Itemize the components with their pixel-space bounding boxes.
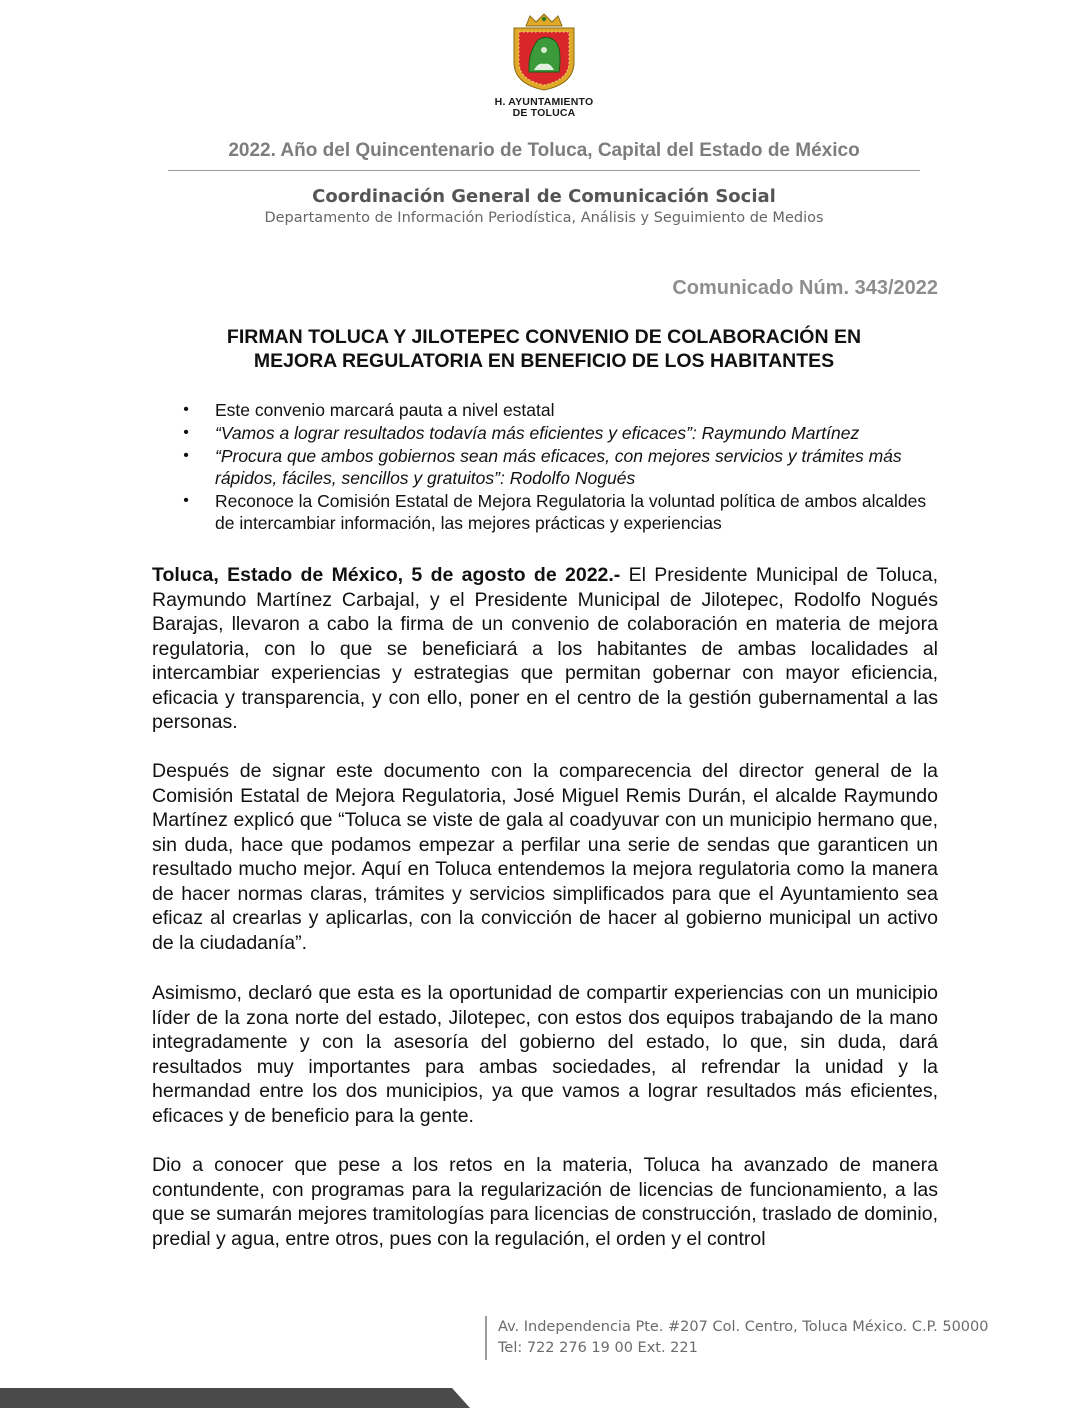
footer-phone: Tel: 722 276 19 00 Ext. 221 [498, 1340, 698, 1356]
body-paragraph-4: Dio a conocer que pese a los retos en la materia, Toluca ha avanzado de manera contundente, con programas para la regularización de licencias de funcionamiento, a las que se sumarán mejores tramitologías para licencias de construcción, traslado de dominio, predial y agua, entre otros, pues con la regulación, el orden y el control [152, 1154, 938, 1250]
headline-line1: FIRMAN TOLUCA Y JILOTEPEC CONVENIO DE COLABORACIÓN EN [226, 326, 862, 348]
header-divider [168, 170, 920, 171]
department-title: Coordinación General de Comunicación Social [312, 186, 776, 207]
footer-decorative-band [0, 1384, 1088, 1408]
bullet-text: Este convenio marcará pauta a nivel estatal [215, 400, 555, 420]
summary-bullet-list [180, 399, 945, 535]
subdepartment-title: Departamento de Información Periodística, Análisis y Seguimiento de Medios [264, 210, 824, 226]
bullet-icon: • [183, 492, 189, 509]
footer-address: Av. Independencia Pte. #207 Col. Centro, Toluca México. C.P. 50000 [498, 1319, 989, 1335]
paragraph-1-text: El Presidente Municipal de Toluca, Raymundo Martínez Carbajal, y el Presidente Municipal de Jilotepec, Rodolfo Nogués Barajas, llevaron a cabo la firma de un convenio de colaboración en materia de mejora regulatoria, con lo que se beneficiará a los habitantes de ambas localidades al intercambiar experiencias y estrategias que permitan gobernar con mayor eficiencia, eficacia y transparencia, y con ello, poner en el centro de la gestión gubernamental a las personas. [152, 564, 938, 733]
bullet-icon: • [183, 447, 189, 464]
body-paragraph-2: Después de signar este documento con la comparecencia del director general de la Comisión Estatal de Mejora Regulatoria, José Miguel Remis Durán, el alcalde Raymundo Martínez explicó que “Toluca se viste de gala al coadyuvar con un municipio hermano que, sin duda, hace que podamos empezar a perfilar una serie de sendas que garanticen un resultado mucho mejor. Aquí en Toluca entendemos la mejora regulatoria como la manera de hacer normas claras, trámites y servicios simplificados para que el Ayuntamiento sea eficaz al crearlas y aplicarlas, con la convicción de hacer al gobierno municipal un activo de la ciudadanía”. [152, 760, 938, 954]
bullet-text: Reconoce la Comisión Estatal de Mejora Regulatoria la voluntad política de ambos alcaldes de intercambiar información, las mejores prácticas y experiencias [215, 491, 927, 533]
press-release-number: Comunicado Núm. 343/2022 [672, 277, 938, 299]
dateline: Toluca, Estado de México, 5 de agosto de 2022.- [152, 564, 621, 586]
logo-caption-line1: H. AYUNTAMIENTO [494, 96, 594, 108]
bullet-item [180, 399, 945, 421]
logo-caption [495, 97, 594, 119]
bullet-text: “Procura que ambos gobiernos sean más eficaces, con mejores servicios y trámites más rápidos, fáciles, sencillos y gratuitos”: Rodolfo Nogués [215, 446, 902, 488]
body-paragraph-3: Asimismo, declaró que esta es la oportunidad de compartir experiencias con un municipio líder de la zona norte del estado, Jilotepec, con estos dos equipos trabajando de la mano integradamente y con la asesoría del gobierno del estado, lo que, sin duda, dará resultados muy importantes para ambas sociedades, al refrendar la unidad y la hermandad entre los dos municipios, ya que vamos a lograr resultados más eficientes, eficaces y de beneficio para la gente. [152, 982, 938, 1127]
headline-line2: MEJORA REGULATORIA EN BENEFICIO DE LOS HABITANTES [253, 350, 835, 372]
bullet-icon: • [183, 424, 189, 441]
toluca-crest-logo [495, 12, 594, 119]
body-paragraph-1 [152, 563, 938, 735]
toluca-crest-icon [504, 12, 584, 92]
bullet-text: “Vamos a lograr resultados todavía más eficientes y eficaces”: Raymundo Martínez [215, 423, 860, 443]
bullet-item [180, 445, 945, 489]
bullet-icon: • [183, 401, 189, 418]
bullet-item [180, 490, 945, 534]
header-logo-block [0, 12, 1088, 121]
year-commemoration-line: 2022. Año del Quincentenario de Toluca, Capital del Estado de México [228, 140, 860, 161]
footer-divider [485, 1316, 487, 1360]
logo-caption-line2: DE TOLUCA [512, 107, 576, 119]
headline [150, 325, 938, 373]
bullet-item [180, 422, 945, 444]
